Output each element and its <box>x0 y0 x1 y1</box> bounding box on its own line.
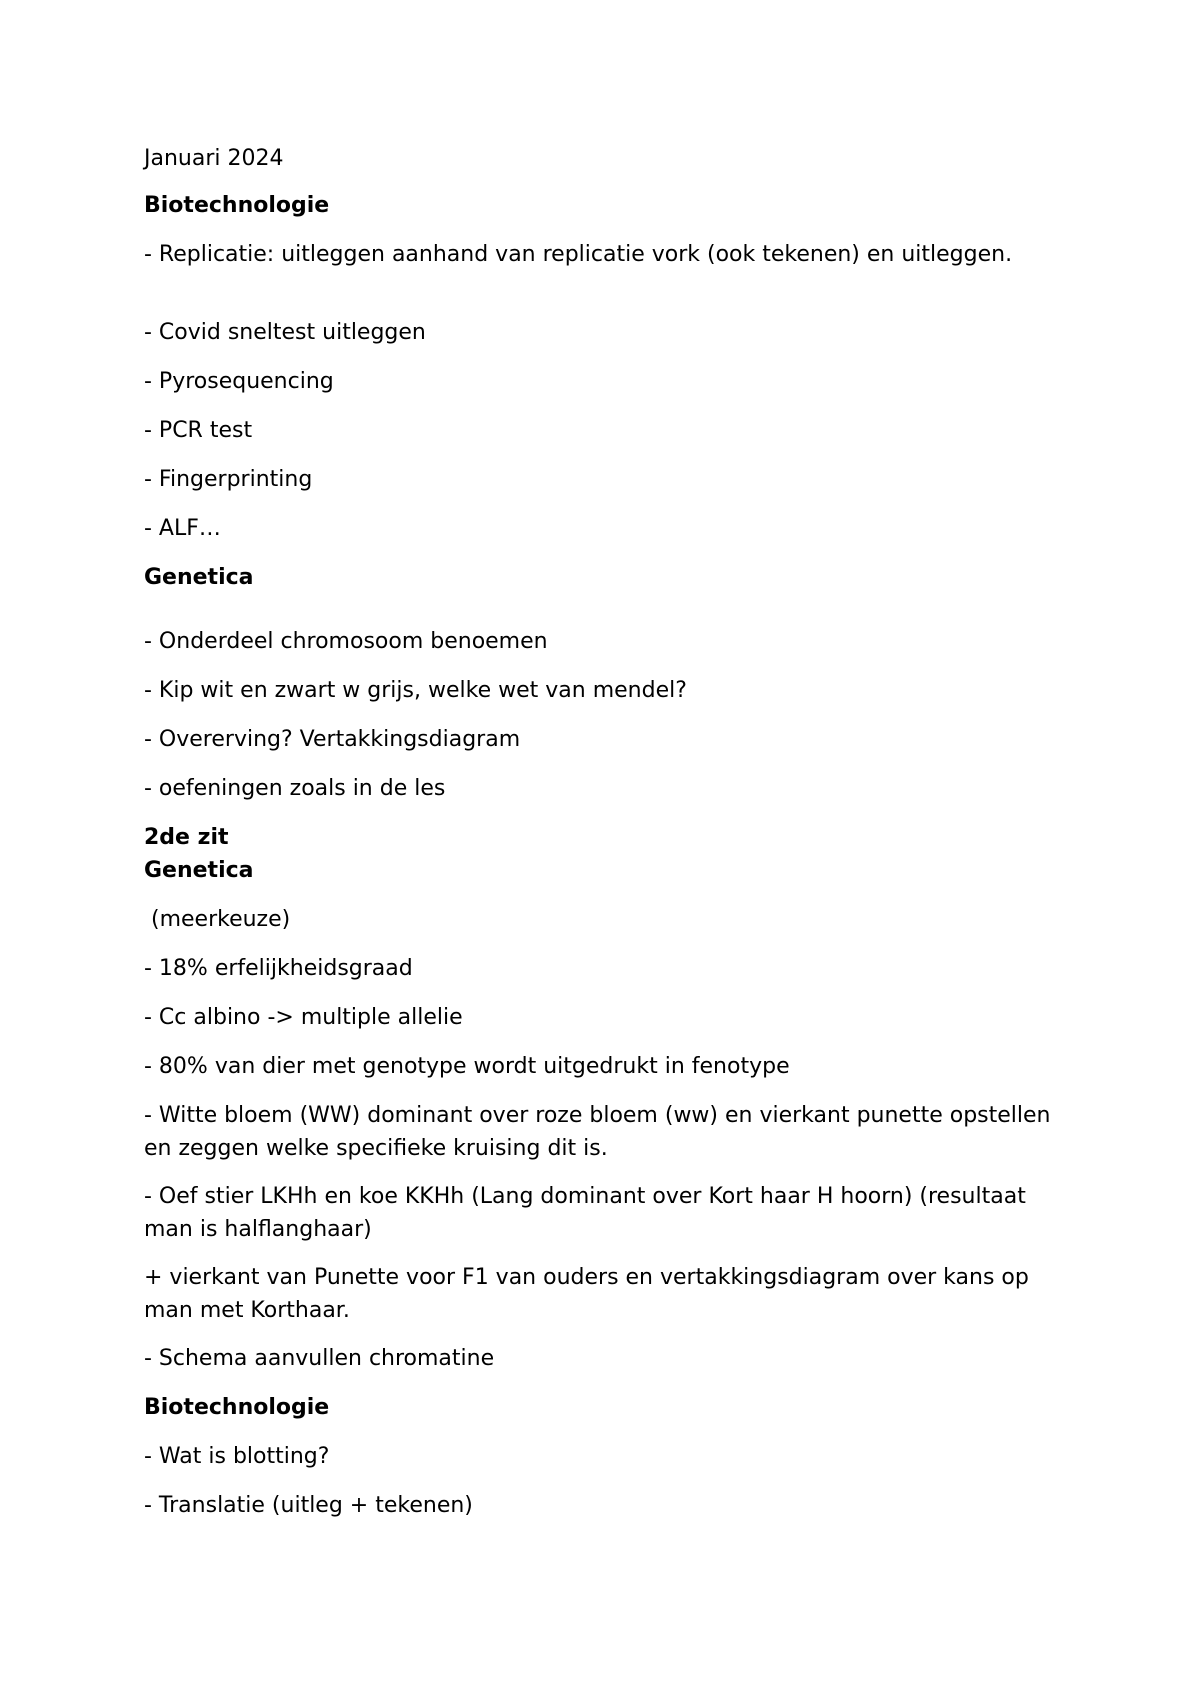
list-item: - Covid sneltest uitleggen <box>144 320 426 345</box>
list-item: - 18% erfelijkheidsgraad <box>144 956 413 981</box>
list-item: - Pyrosequencing <box>144 369 334 394</box>
section-heading: Biotechnologie <box>144 1395 330 1420</box>
list-item: - 80% van dier met genotype wordt uitgedrukt in fenotype <box>144 1054 790 1079</box>
list-item: - Schema aanvullen chromatine <box>144 1346 495 1371</box>
list-item: - PCR test <box>144 418 253 443</box>
list-item: - Replicatie: uitleggen aanhand van replicatie vork (ook tekenen) en uitleggen. <box>144 242 1013 267</box>
list-item: - Fingerprinting <box>144 467 313 492</box>
list-item: - ALF… <box>144 516 221 541</box>
list-item: - Onderdeel chromosoom benoemen <box>144 629 548 654</box>
list-item: - Witte bloem (WW) dominant over roze bloem (ww) en vierkant punette opstellen en zeggen welke specifieke kruising dit is. <box>144 1103 1051 1161</box>
section-heading: 2de zit <box>144 825 229 850</box>
list-item: - oefeningen zoals in de les <box>144 776 446 801</box>
list-item: - Oef stier LKHh en koe KKHh (Lang dominant over Kort haar H hoorn) (resultaat man is halflanghaar) <box>144 1184 1026 1242</box>
section-subheading: Genetica <box>144 858 254 883</box>
list-item: - Cc albino -> multiple allelie <box>144 1005 463 1030</box>
list-item: - Overerving? Vertakkingsdiagram <box>144 727 521 752</box>
section-note: (meerkeuze) <box>144 907 291 932</box>
list-item: + vierkant van Punette voor F1 van ouders en vertakkingsdiagram over kans op man met Korthaar. <box>144 1265 1029 1323</box>
list-item: - Wat is blotting? <box>144 1444 330 1469</box>
section-heading: Biotechnologie <box>144 193 330 218</box>
list-item: - Translatie (uitleg + tekenen) <box>144 1493 473 1518</box>
date-line: Januari 2024 <box>144 146 284 171</box>
list-item: - Kip wit en zwart w grijs, welke wet van mendel? <box>144 678 687 703</box>
section-heading: Genetica <box>144 565 254 590</box>
